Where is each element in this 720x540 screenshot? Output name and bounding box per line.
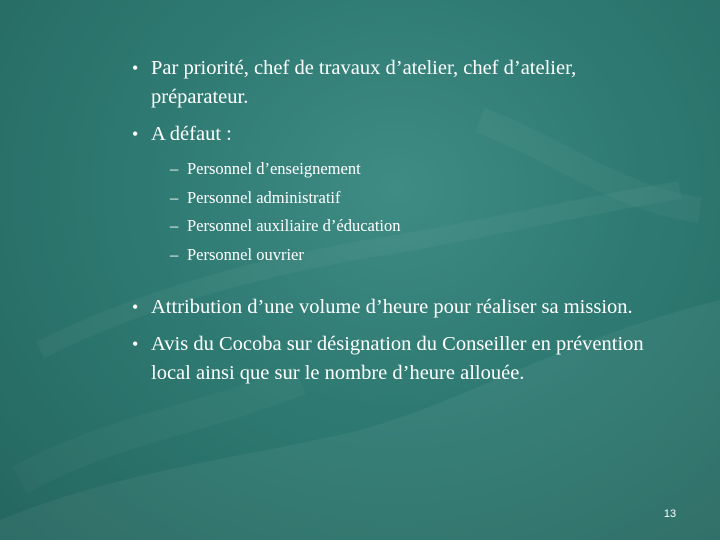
page-number: 13	[663, 508, 677, 520]
bullet-text: Attribution d’une volume d’heure pour réaliser sa mission.	[151, 296, 633, 318]
bullet-marker: •	[132, 124, 139, 144]
bullet-marker: •	[132, 58, 139, 78]
bullet-text: A défaut :	[151, 123, 232, 145]
sub-list-item	[132, 241, 652, 270]
sub-item-text: Personnel auxiliaire d’éducation	[187, 216, 401, 235]
sub-item-text: Personnel administratif	[187, 187, 341, 207]
bullet-marker: •	[132, 297, 139, 317]
sub-list-item	[132, 184, 652, 213]
dash-marker: –	[170, 244, 179, 264]
sub-list-item	[132, 155, 652, 184]
dash-marker: –	[170, 159, 179, 178]
dash-marker: –	[170, 187, 179, 207]
sub-item-text: Personnel d’enseignement	[187, 159, 361, 178]
bullet-marker: •	[132, 334, 139, 354]
sub-item-text: Personnel ouvrier	[187, 244, 304, 264]
slide-body	[132, 54, 652, 388]
sub-list-item	[132, 212, 652, 241]
bullet-item	[132, 120, 652, 149]
bullet-item	[132, 54, 652, 112]
bullet-text: Avis du Cocoba sur désignation du Conseiller en prévention local ainsi que sur le nombre d’heure allouée.	[151, 333, 644, 384]
bullet-item	[132, 330, 652, 388]
dash-marker: –	[170, 216, 179, 235]
bullet-text: Par priorité, chef de travaux d’atelier, chef d’atelier, préparateur.	[151, 57, 577, 108]
bullet-item	[132, 293, 652, 322]
